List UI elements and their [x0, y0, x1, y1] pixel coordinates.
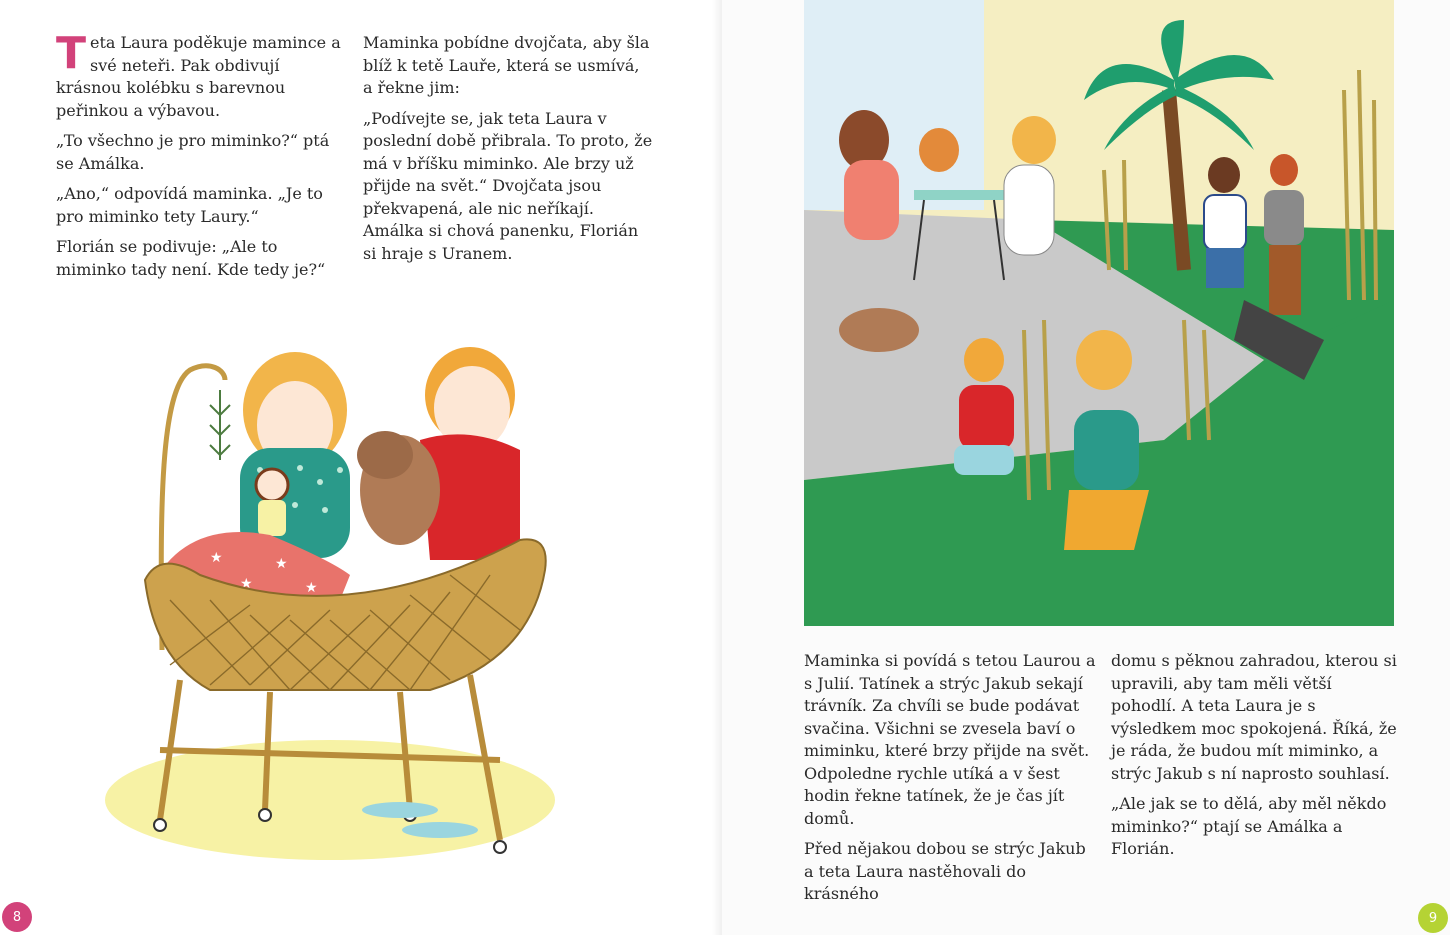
left-text-column-1: [56, 28, 348, 289]
paragraph: „Ale jak se to dělá, aby měl někdo miminko?“ ptají se Amálka a Florián.: [1111, 794, 1387, 858]
svg-text:★: ★: [210, 550, 223, 566]
paragraph: Florián se podivuje: „Ale to miminko tady není. Kde tedy je?“: [56, 237, 326, 279]
paragraph: „Podívejte se, jak teta Laura v poslední době přibrala. To proto, že má v bříšku miminko. Ale brzy už přijde na svět.“ Dvojčata jsou překvapená, ale nic neříkají. Amálka si chová panenku, Florián si hraje s Uranem.: [363, 108, 653, 263]
paragraph: Před nějakou dobou se strýc Jakub a teta Laura nastěhovali do krásného: [804, 839, 1086, 903]
paragraph: „To všechno je pro miminko?“ ptá se Amálka.: [56, 131, 330, 173]
paragraph: Maminka si povídá s tetou Laurou a s Julií. Tatínek a strýc Jakub sekají trávník. Za chvíli se bude podávat svačina. Všichni se zvesela baví o miminku, které brzy přijde na svět. Odpoledne rychle utíká a v šest hodin řekne tatínek, že je čas jít domů.: [804, 651, 1096, 828]
left-page: [0, 0, 722, 935]
right-page: [722, 0, 1450, 935]
paragraph: „Ano,“ odpovídá maminka. „Je to pro miminko tety Laury.“: [56, 184, 323, 226]
right-text-column-1: [804, 650, 1096, 914]
left-text-column-2: [363, 32, 653, 273]
page-number-left: 8: [2, 902, 32, 932]
dropcap: T: [56, 28, 87, 79]
garden-illustration: [804, 0, 1394, 626]
paragraph: domu s pěknou zahradou, kterou si upravili, aby tam měli větší pohodlí. A teta Laura je s výsledkem moc spokojená. Říká, že je ráda, že budou mít miminko, a strýc Jakub s ní naprosto souhlasí.: [1111, 651, 1397, 783]
paragraph: Maminka pobídne dvojčata, aby šla blíž k tetě Lauře, která se usmívá, a řekne jim:: [363, 33, 650, 97]
cradle-illustration: [100, 330, 600, 860]
svg-text:★: ★: [240, 576, 253, 592]
right-text-column-2: [1111, 650, 1401, 869]
svg-text:★: ★: [305, 580, 318, 596]
page-number-right: 9: [1418, 903, 1448, 933]
paragraph: Teta Laura poděkuje mamince a své neteři. Pak obdivují krásnou kolébku s barevnou peřinkou a výbavou.: [56, 28, 341, 120]
svg-text:★: ★: [275, 556, 288, 572]
